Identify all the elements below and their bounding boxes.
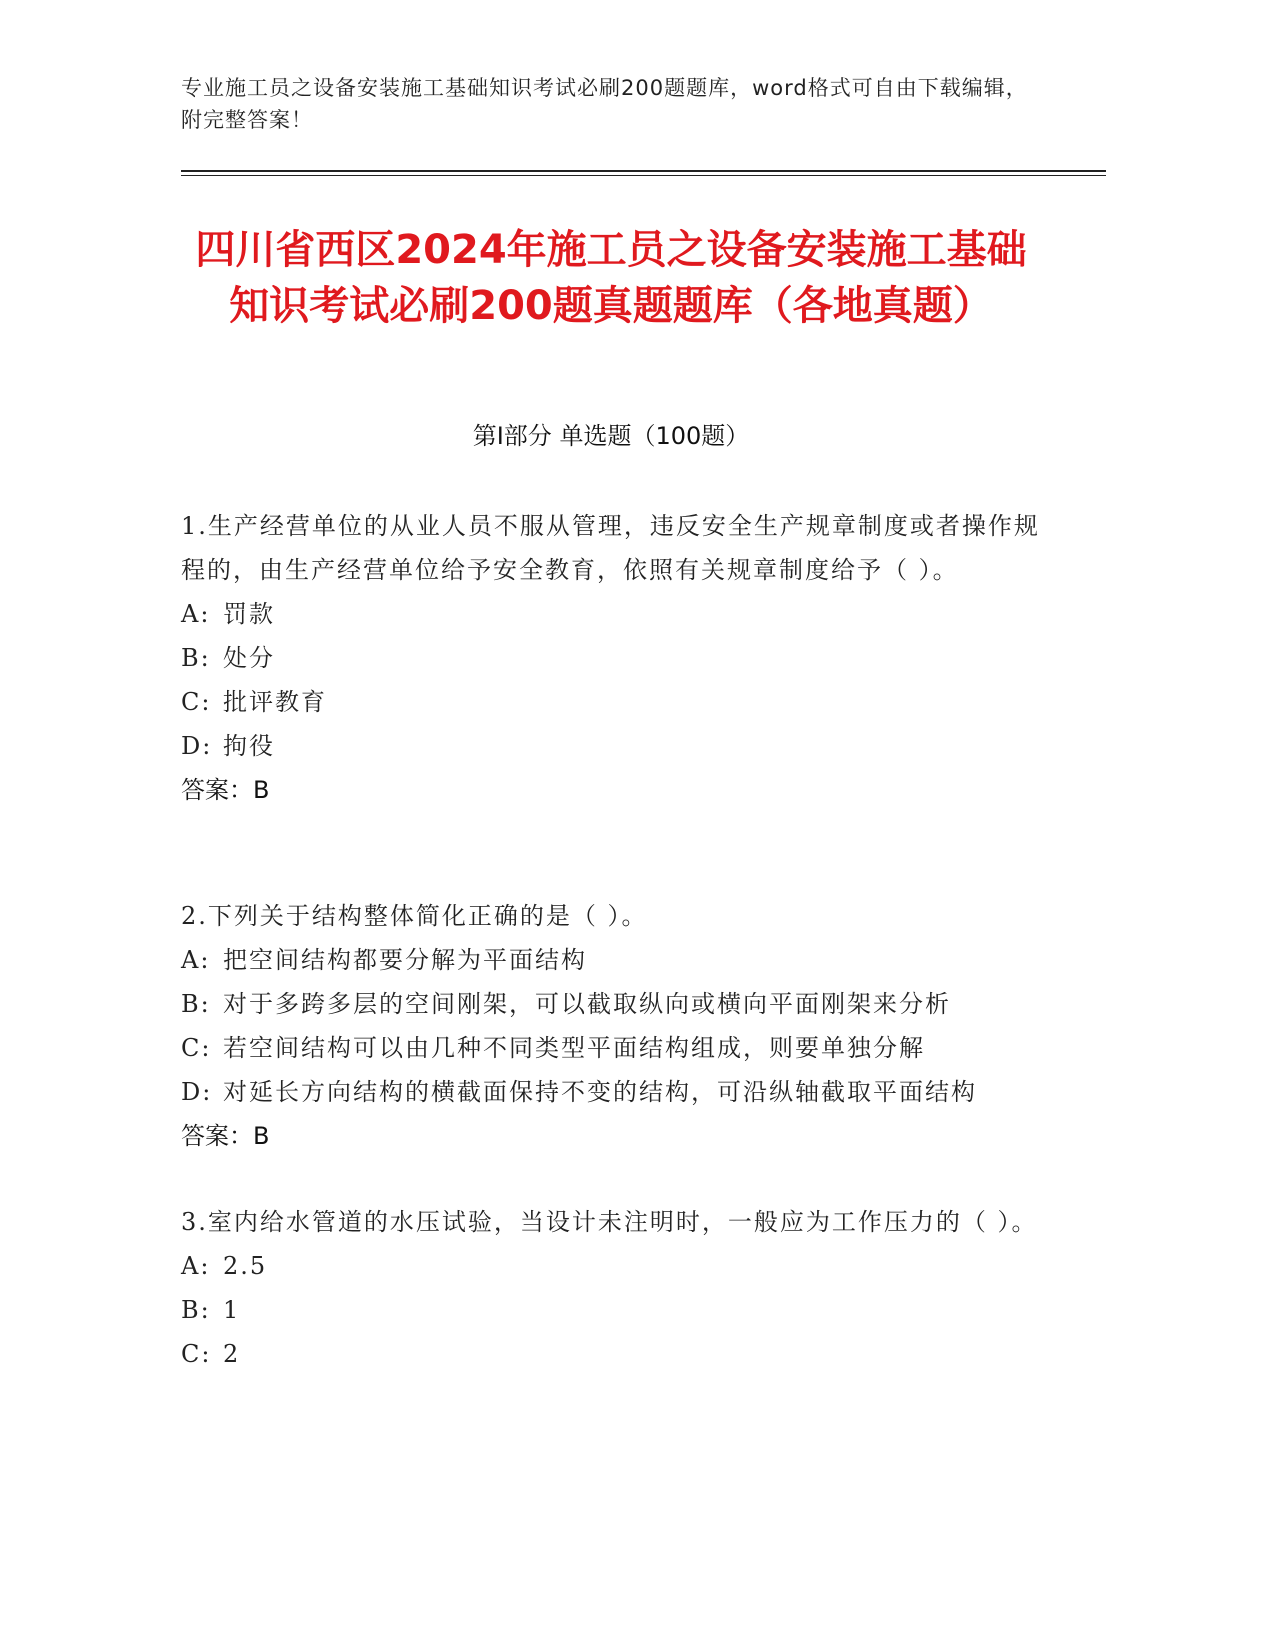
option-key: B: [181, 990, 211, 1018]
option-text: 1 [223, 1296, 241, 1324]
question-text: 1.生产经营单位的从业人员不服从管理，违反安全生产规章制度或者操作规程的，由生产经营单位给予安全教育，依照有关规章制度给予（ ）。 [181, 512, 1040, 584]
option-b [181, 982, 1041, 1026]
header-note: 专业施工员之设备安装施工基础知识考试必刷200题题库，word格式可自由下载编辑，附完整答案！ [181, 76, 1028, 132]
option-c [181, 680, 1041, 724]
option-key: D: [181, 1078, 213, 1106]
option-c [181, 1026, 1041, 1070]
option-a [181, 1244, 1041, 1288]
option-key: A: [181, 946, 211, 974]
option-key: C: [181, 688, 212, 716]
header-divider-thin [181, 175, 1106, 176]
question-1 [181, 504, 1041, 812]
option-text: 对延长方向结构的横截面保持不变的结构，可沿纵轴截取平面结构 [223, 1078, 977, 1106]
header-divider-thick [181, 170, 1106, 172]
document-title: 四川省西区2024年施工员之设备安装施工基础知识考试必刷200题真题题库（各地真题） [195, 227, 1027, 329]
option-key: D: [181, 732, 213, 760]
option-key: A: [181, 600, 211, 628]
question-text: 2.下列关于结构整体简化正确的是（ ）。 [181, 902, 648, 930]
option-text: 罚款 [223, 600, 275, 628]
section-heading: 第Ⅰ部分 单选题（100题） [472, 422, 750, 450]
option-text: 拘役 [223, 732, 275, 760]
option-text: 对于多跨多层的空间刚架，可以截取纵向或横向平面刚架来分析 [223, 990, 951, 1018]
option-a [181, 938, 1041, 982]
option-text: 2.5 [223, 1252, 268, 1280]
option-b [181, 1288, 1041, 1332]
option-text: 批评教育 [223, 688, 327, 716]
option-a [181, 592, 1041, 636]
answer-line: 答案：B [181, 1122, 270, 1150]
option-key: B: [181, 644, 211, 672]
option-b [181, 636, 1041, 680]
option-d [181, 1070, 1041, 1114]
option-key: C: [181, 1034, 212, 1062]
option-text: 处分 [223, 644, 275, 672]
question-text: 3.室内给水管道的水压试验，当设计未注明时，一般应为工作压力的（ ）。 [181, 1208, 1038, 1236]
option-text: 2 [223, 1340, 241, 1368]
option-d [181, 724, 1041, 768]
option-text: 把空间结构都要分解为平面结构 [223, 946, 587, 974]
option-key: B: [181, 1296, 211, 1324]
question-3 [181, 1200, 1041, 1376]
option-c [181, 1332, 1041, 1376]
question-2 [181, 894, 1041, 1158]
option-text: 若空间结构可以由几种不同类型平面结构组成，则要单独分解 [223, 1034, 925, 1062]
option-key: C: [181, 1340, 212, 1368]
option-key: A: [181, 1252, 211, 1280]
answer-line: 答案：B [181, 776, 270, 804]
